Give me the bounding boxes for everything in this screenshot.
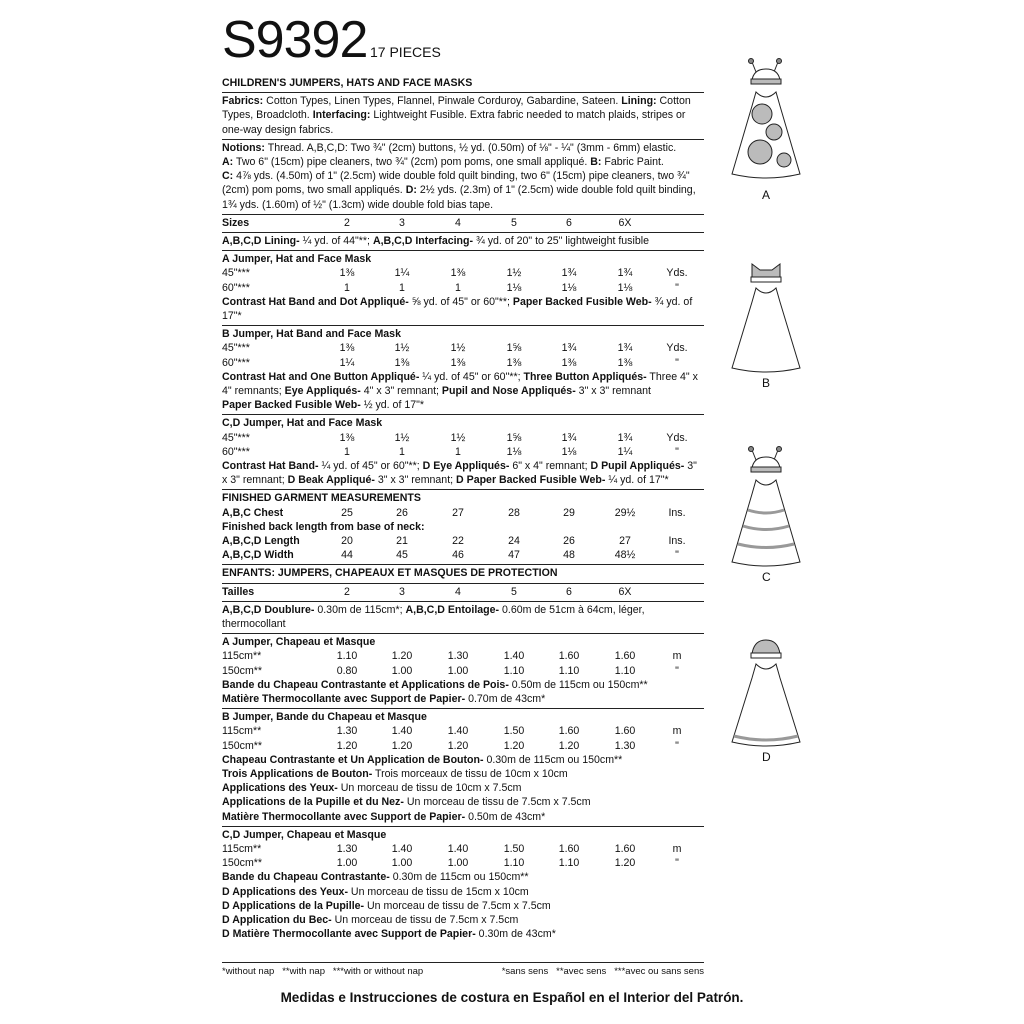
sizes-row: Sizes 2 3 4 5 6 6X	[222, 216, 632, 229]
yardage-row: 115cm** 1.30 1.40 1.40 1.50 1.60 1.60 m	[222, 842, 682, 855]
view-label: D	[762, 750, 771, 764]
view-b-title-fr: B Jumper, Bande du Chapeau et Masque	[222, 711, 427, 724]
view-b-note-fr: Trois Applications de Bouton- Trois morceaux de tissu de 10cm x 10cm	[222, 767, 568, 780]
spanish-note: Medidas e Instrucciones de costura en Español en el Interior del Patrón.	[280, 990, 744, 1005]
view-a-note: Contrast Hat Band and Dot Appliqué- ⅝ yd. of 45" or 60"**; Paper Backed Fusible Web- ¾ yd. of 17"*	[222, 295, 693, 322]
yardage-row: 150cm** 1.00 1.00 1.00 1.10 1.10 1.20 "	[222, 857, 679, 870]
yardage-row: 115cm** 1.30 1.40 1.40 1.50 1.60 1.60 m	[222, 725, 682, 738]
view-a-title-fr: A Jumper, Chapeau et Masque	[222, 636, 376, 649]
view-b-note-fr: Chapeau Contrastante et Un Application de Bouton- 0.30m de 115cm ou 150cm**	[222, 753, 623, 766]
view-b-note-fr: Matière Thermocollante avec Support de Papier- 0.50m de 43cm*	[222, 810, 546, 823]
view-d-illustration	[722, 634, 812, 752]
view-b-note-fr: Applications des Yeux- Un morceau de tissu de 10cm x 7.5cm	[222, 782, 522, 795]
measurement-row: A,B,C,D Width 44 45 46 47 48 48½ "	[222, 549, 679, 562]
yardage-row: 115cm** 1.10 1.20 1.30 1.40 1.60 1.60 m	[222, 650, 682, 663]
view-a-title: A Jumper, Hat and Face Mask	[222, 253, 372, 266]
view-b-note-fr: Applications de la Pupille et du Nez- Un morceau de tissu de 7.5cm x 7.5cm	[222, 796, 591, 809]
view-label: B	[762, 376, 771, 390]
view-cd-note-fr: D Matière Thermocollante avec Support de Papier- 0.30m de 43cm*	[222, 928, 556, 941]
pattern-number: S9392	[222, 11, 368, 69]
striped-jumper-icon	[732, 480, 800, 566]
divider	[222, 414, 704, 415]
divider	[222, 826, 704, 827]
view-cd-note: Contrast Hat Band- ¼ yd. of 45" or 60"**; D Eye Appliqués- 6" x 4" remnant; D Pupil Appliqués- 3" x 3" remnant; D Beak Appliqué- 3" x 3" remnant; D Paper Backed Fusible Web- ¼ yd. of 17"*	[222, 459, 697, 487]
english-heading: CHILDREN'S JUMPERS, HATS AND FACE MASKS	[222, 77, 473, 89]
bee-hat-icon	[749, 447, 782, 473]
view-a-illustration	[722, 58, 812, 186]
divider	[222, 214, 704, 215]
view-cd-note-fr: Bande du Chapeau Contrastante- 0.30m de 115cm ou 150cm**	[222, 871, 529, 884]
yardage-row: 150cm** 1.20 1.20 1.20 1.20 1.20 1.30 "	[222, 739, 679, 752]
view-cd-note-fr: D Applications des Yeux- Un morceau de tissu de 15cm x 10cm	[222, 885, 529, 898]
divider	[222, 601, 704, 602]
divider	[222, 564, 704, 565]
yardage-row: 60"*** 1 1 1 1⅛ 1⅛ 1⅛ "	[222, 281, 679, 294]
sizes-row: Tailles 2 3 4 5 6 6X	[222, 585, 632, 598]
measurement-row: A,B,C,D Length 20 21 22 24 26 27 Ins.	[222, 534, 686, 547]
yardage-row: 45"*** 1⅜ 1¼ 1⅜ 1½ 1¾ 1¾ Yds.	[222, 267, 688, 280]
view-cd-note-fr: D Application du Bec- Un morceau de tissu de 7.5cm x 7.5cm	[222, 913, 519, 926]
view-cd-note-fr: D Applications de la Pupille- Un morceau de tissu de 7.5cm x 7.5cm	[222, 899, 551, 912]
view-b-note: Contrast Hat and One Button Appliqué- ¼ yd. of 45" or 60"**; Three Button Appliqués- Three 4" x 4" remnants; Eye Appliqués- 4" x 3" remnant; Pupil and Nose Appliqués- 3" x 3" remnant	[222, 370, 698, 397]
finished-measurements-title: FINISHED GARMENT MEASUREMENTS	[222, 492, 421, 505]
yardage-row: 45"*** 1⅜ 1½ 1½ 1⅝ 1¾ 1¾ Yds.	[222, 431, 688, 444]
view-a-note-fr: Matière Thermocollante avec Support de Papier- 0.70m de 43cm*	[222, 692, 546, 705]
notions-text: Notions: Thread. A,B,C,D: Two ¾" (2cm) buttons, ½ yd. (0.50m) of ⅛" - ¼" (3mm - 6mm) elastic. A: Two 6" (15cm) pipe cleaners, two ¾" (2cm) pom poms, one small appliqué. B: Fabric Paint. C: 4⅞ yds. (4.50m) of 1" (2.5cm) wide double fold quilt binding, two 6" (15cm) pipe cleaners, two ¾" (2cm) pom poms, two small appliqués. D: 2½ yds. (2.3m) of 1" (2.5cm) wide double fold quilt binding, 1¾ yds. (1.60m) of ½" (1.3cm) wide double fold bias tape.	[222, 141, 696, 211]
divider	[222, 633, 704, 634]
footnotes	[222, 962, 704, 977]
yardage-row: 60"*** 1¼ 1⅜ 1⅜ 1⅜ 1⅜ 1⅜ "	[222, 356, 679, 369]
divider	[222, 325, 704, 326]
divider	[222, 489, 704, 490]
lining-line: A,B,C,D Lining- ¼ yd. of 44"**; A,B,C,D Interfacing- ¾ yd. of 20" to 25" lightweight fusible	[222, 235, 649, 248]
jumper-dress-icon	[732, 664, 800, 746]
view-cd-title: C,D Jumper, Hat and Face Mask	[222, 417, 383, 430]
cap-hat-icon	[751, 640, 781, 658]
french-heading: ENFANTS: JUMPERS, CHAPEAUX ET MASQUES DE PROTECTION	[222, 567, 558, 580]
measurement-row: A,B,C Chest 25 26 27 28 29 29½ Ins.	[222, 506, 686, 519]
view-a-note-fr: Bande du Chapeau Contrastante et Applications de Pois- 0.50m de 115cm ou 150cm**	[222, 678, 648, 691]
yardage-row: 45"*** 1⅜ 1½ 1½ 1⅝ 1¾ 1¾ Yds.	[222, 342, 688, 355]
footnote-french: *sans sens **avec sens ***avec ou sans sens	[501, 966, 704, 977]
view-cd-title-fr: C,D Jumper, Chapeau et Masque	[222, 828, 387, 841]
yardage-row: 60"*** 1 1 1 1⅛ 1⅛ 1¼ "	[222, 445, 679, 458]
divider	[222, 92, 704, 93]
divider	[222, 139, 704, 140]
cat-hat-icon	[751, 264, 781, 282]
view-label: A	[762, 188, 771, 202]
yardage-row: 150cm** 0.80 1.00 1.00 1.10 1.10 1.10 "	[222, 664, 679, 677]
view-b-note-2: Paper Backed Fusible Web- ½ yd. of 17"*	[222, 399, 424, 412]
divider	[222, 583, 704, 584]
bee-hat-icon	[749, 59, 782, 85]
view-label: C	[762, 570, 771, 584]
divider	[222, 708, 704, 709]
divider	[222, 250, 704, 251]
fabrics-text: Fabrics: Cotton Types, Linen Types, Flannel, Pinwale Corduroy, Gabardine, Sateen. Lining: Cotton Types, Broadcloth. Interfacing: Lightweight Fusible. Extra fabric needed to match plaids, stripes or one-way design fabrics.	[222, 95, 691, 136]
divider	[222, 232, 704, 233]
view-b-title: B Jumper, Hat Band and Face Mask	[222, 328, 401, 341]
jumper-dress-icon	[732, 92, 800, 178]
divider	[222, 962, 704, 963]
view-b-illustration	[722, 256, 812, 378]
footnote-english: *without nap **with nap ***with or without nap	[222, 966, 424, 977]
view-c-illustration	[722, 446, 812, 574]
piece-count: 17 PIECES	[370, 44, 441, 60]
back-length-label: Finished back length from base of neck:	[222, 520, 425, 533]
lining-line-fr: A,B,C,D Doublure- 0.30m de 115cm*; A,B,C,D Entoilage- 0.60m de 51cm à 64cm, léger, thermocollant	[222, 603, 645, 630]
jumper-dress-icon	[732, 288, 800, 372]
pattern-details	[222, 76, 704, 941]
